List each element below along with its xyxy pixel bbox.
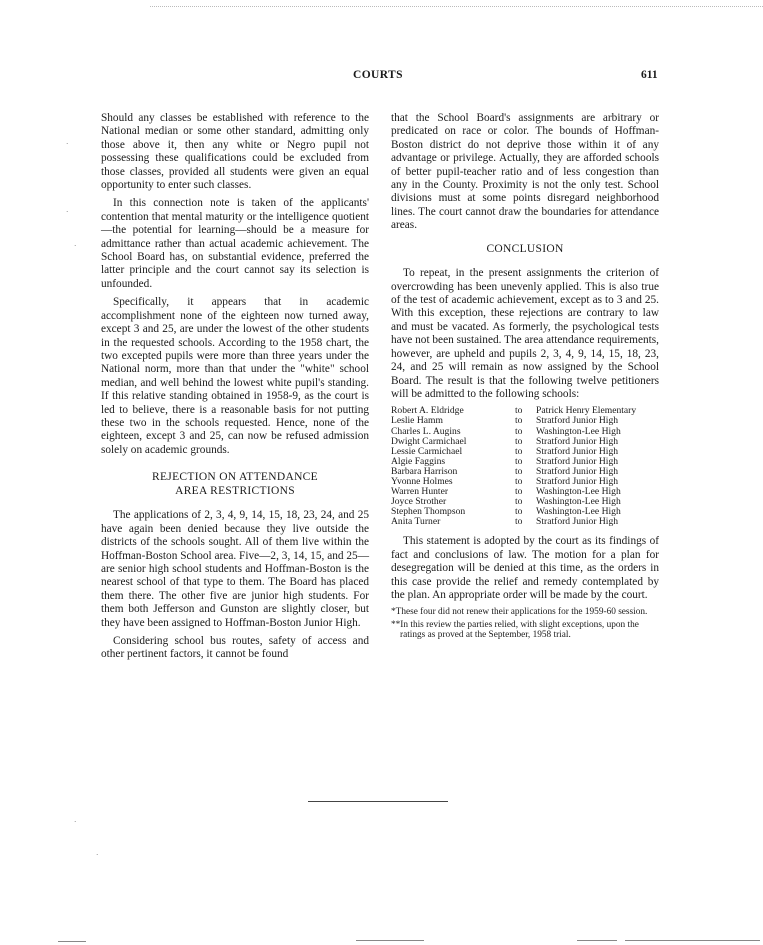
petitioner-name: Anita Turner — [391, 516, 441, 528]
assignment-to: to — [515, 425, 523, 437]
assignment-to: to — [515, 486, 523, 498]
petitioner-name: Stephen Thompson — [391, 506, 466, 518]
assigned-school: Patrick Henry Elementary — [536, 405, 637, 417]
footnote: **In this review the parties relied, with slight exceptions, upon the ratings as proved at the September, 1958 trial. — [391, 619, 639, 640]
right-column — [391, 112, 659, 642]
assigned-school: Stratford Junior High — [536, 475, 619, 487]
assignment-table — [391, 406, 659, 527]
scan-top-edge — [150, 6, 763, 7]
footnote: *These four did not renew their applications for the 1959-60 session. — [391, 607, 648, 618]
scan-speck: · — [74, 242, 77, 250]
assigned-school: Stratford Junior High — [536, 415, 619, 427]
paragraph: This statement is adopted by the court as its findings of fact and conclusions of law. The motion for a plan for desegregation will be denied at this time, as the orders in this case provide the relief and remedy contemplated by the plan. An appropriate order will be made by the court. — [391, 535, 659, 602]
assigned-school: Washington-Lee High — [536, 506, 621, 518]
assigned-school: Stratford Junior High — [536, 455, 619, 467]
petitioner-name: Charles L. Augins — [391, 425, 461, 437]
scan-speck: · — [66, 208, 69, 216]
petitioner-name: Algie Faggins — [391, 455, 446, 467]
section-heading-attendance: REJECTION ON ATTENDANCE AREA RESTRICTIONS — [152, 471, 318, 497]
paragraph: In this connection note is taken of the applicants' contention that mental maturity or the intelligence quotient—the potential for learning—should be a measure for admittance rather than actual academic achievement. The School Board has, on substantial evidence, preferred the latter principle and the court cannot say its selection is unfounded. — [101, 197, 369, 290]
petitioner-name: Dwight Carmichael — [391, 435, 467, 447]
assignment-to: to — [515, 455, 523, 467]
petitioner-name: Warren Hunter — [391, 486, 449, 498]
paragraph: The applications of 2, 3, 4, 9, 14, 15, 18, 23, 24, and 25 have again been denied because they live outside the districts of the schools sought. All of them live within the Hoffman-Boston School area. Five—2, 3, 14, 15, and 25—are senior high school students and Hoffman-Boston is the nearest school of that type to them. The Board has placed them there. The other five are junior high students. For them both Jefferson and Gunston are slightly closer, but they have been assigned to Hoffman-Boston Junior High. — [101, 509, 369, 629]
assigned-school: Washington-Lee High — [536, 496, 621, 508]
assignment-to: to — [515, 415, 523, 427]
paragraph: Should any classes be established with reference to the National median or some other standard, admitting only those above it, then any white or Negro pupil not possessing these qualifications could be excluded from those classes, provided all students were given an equal opportunity to enter such classes. — [101, 112, 369, 192]
assignment-row — [391, 517, 659, 527]
assignment-to: to — [515, 506, 523, 518]
footnotes — [391, 607, 659, 640]
assignment-to: to — [515, 435, 523, 447]
end-rule — [308, 801, 448, 802]
left-column — [101, 112, 369, 667]
paragraph: To repeat, in the present assignments the criterion of overcrowding has been unevenly applied. This is also true of the test of academic achievement, except as to 3 and 25. With this exception, these rejections are contrary to law and must be vacated. As formerly, the psychological tests have not been sustained. The area attendance requirements, however, are upheld and pupils 2, 3, 4, 9, 14, 15, 18, 23, 24, and 25 will remain as now assigned by the School Board. The result is that the following twelve petitioners will be admitted to the following schools: — [391, 267, 659, 400]
running-header-title: COURTS — [353, 69, 403, 81]
petitioner-name: Barbara Harrison — [391, 465, 458, 477]
paragraph: Specifically, it appears that in academic accomplishment none of the eighteen now turned away, except 3 and 25, are under the lowest of the other students in the requested schools. According to the 1958 chart, the two excepted pupils were more than three years under the National norm, more than that under the "white" school median, and well behind the lowest white pupil's standing. If this relative standing obtained in 1958-9, as the court is led to believe, there is a reasonable basis for not putting these two in the schools requested. Hence, none of the eighteen, except 3 and 25, can now be refused admission solely on academic grounds. — [101, 296, 369, 456]
scan-speck: · — [96, 851, 99, 859]
petitioner-name: Lessie Carmichael — [391, 445, 463, 457]
assignment-to: to — [515, 465, 523, 477]
scan-edge-mark — [58, 941, 86, 942]
assignment-to: to — [515, 516, 523, 528]
paragraph: that the School Board's assignments are arbitrary or predicated on race or color. The bounds of Hoffman-Boston district do not deprive those within it of any advantage or privilege. Actually, they are afforded schools of better pupil-teacher ratio and of less congestion than any in the County. Proximity is not the only test. School divisions must at some points disregard neighborhood lines. The court cannot draw the boundaries for attendance areas. — [391, 112, 659, 232]
scan-speck: · — [66, 140, 69, 148]
scan-edge-mark — [577, 940, 617, 941]
scan-edge-mark — [625, 940, 760, 941]
assigned-school: Stratford Junior High — [536, 516, 619, 528]
assigned-school: Stratford Junior High — [536, 435, 619, 447]
assignment-row — [391, 416, 659, 426]
paragraph: Considering school bus routes, safety of access and other pertinent factors, it cannot be found — [101, 635, 369, 661]
assignment-to: to — [515, 445, 523, 457]
assigned-school: Washington-Lee High — [536, 425, 621, 437]
page-number: 611 — [641, 69, 658, 81]
petitioner-name: Leslie Hamm — [391, 415, 443, 427]
petitioner-name: Yvonne Holmes — [391, 475, 453, 487]
petitioner-name: Robert A. Eldridge — [391, 405, 464, 417]
assigned-school: Stratford Junior High — [536, 445, 619, 457]
petitioner-name: Joyce Strother — [391, 496, 447, 508]
assignment-to: to — [515, 475, 523, 487]
assignment-to: to — [515, 496, 523, 508]
scan-speck: · — [74, 818, 77, 826]
section-heading-conclusion: CONCLUSION — [486, 242, 564, 255]
assignment-to: to — [515, 405, 523, 417]
assigned-school: Washington-Lee High — [536, 486, 621, 498]
assigned-school: Stratford Junior High — [536, 465, 619, 477]
scan-edge-mark — [356, 940, 424, 941]
